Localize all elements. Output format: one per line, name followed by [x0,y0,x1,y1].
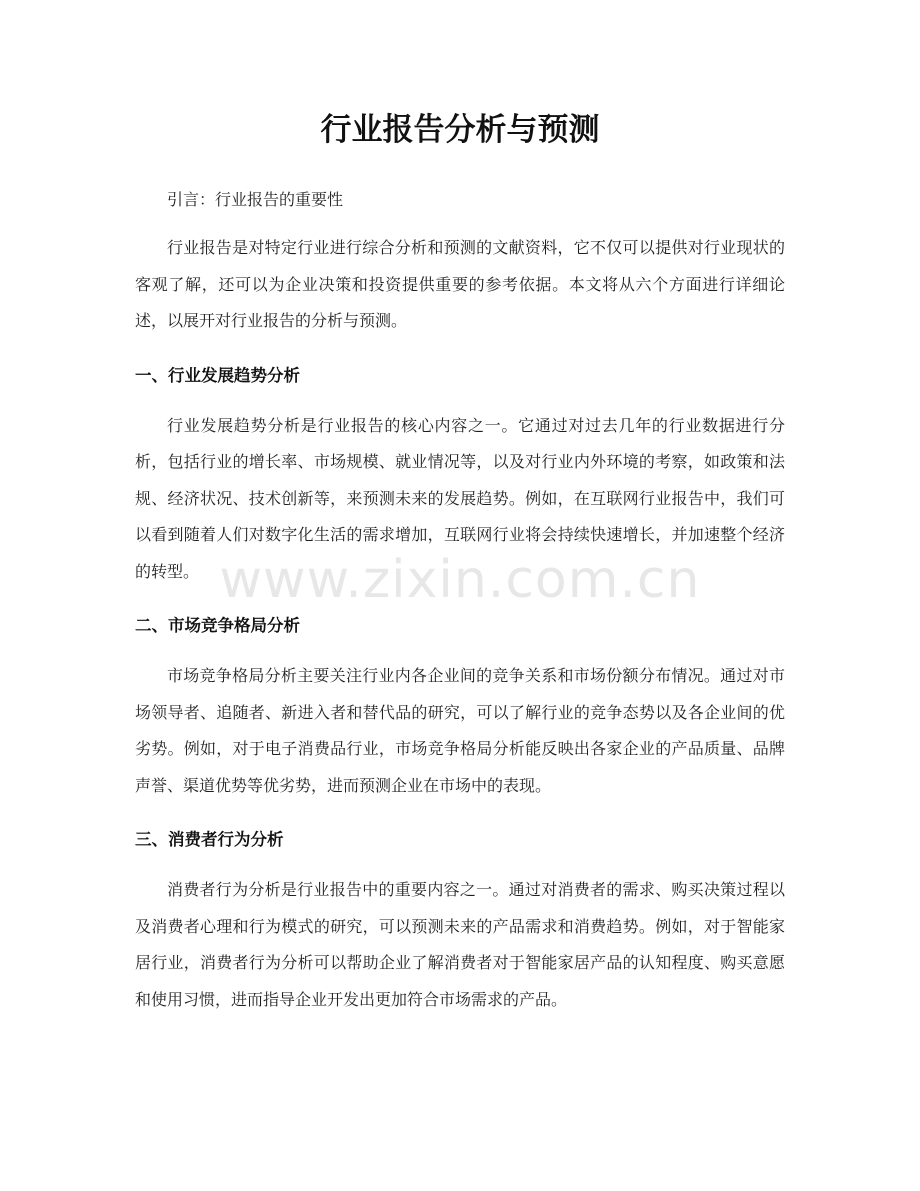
document-title: 行业报告分析与预测 [320,112,600,148]
intro-label: 引言：行业报告的重要性 [167,190,344,209]
watermark: www.zixin.com.cn [219,550,701,610]
section-heading-trend: 一、行业发展趋势分析 [135,365,300,385]
section-competition [135,612,785,804]
section-paragraph-consumer: 消费者行为分析是行业报告中的重要内容之一。通过对消费者的需求、购买决策过程以及消费者心理和行为模式的研究，可以预测未来的产品需求和消费趋势。例如，对于智能家居行业，消费者行为分析可以帮助企业了解消费者对于智能家居产品的认知程度、购买意愿和使用习惯，进而指导企业开发出更加符合市场需求的产品。 [135,880,785,1009]
section-heading-competition: 二、市场竞争格局分析 [135,616,300,635]
document-body [135,186,785,1018]
section-consumer [135,826,785,1018]
section-trend [135,362,785,591]
intro-paragraph: 行业报告是对特定行业进行综合分析和预测的文献资料，它不仅可以提供对行业现状的客观了解，还可以为企业决策和投资提供重要的参考依据。本文将从六个方面进行详细论述，以展开对行业报告的分析与预测。 [135,238,785,330]
section-heading-consumer: 三、消费者行为分析 [135,830,284,849]
section-paragraph-competition: 市场竞争格局分析主要关注行业内各企业间的竞争关系和市场份额分布情况。通过对市场领导者、追随者、新进入者和替代品的研究，可以了解行业的竞争态势以及各企业间的优劣势。例如，对于电子消费品行业，市场竞争格局分析能反映出各家企业的产品质量、品牌声誉、渠道优势等优劣势，进而预测企业在市场中的表现。 [135,666,785,795]
section-paragraph-trend: 行业发展趋势分析是行业报告的核心内容之一。它通过对过去几年的行业数据进行分析，包括行业的增长率、市场规模、就业情况等，以及对行业内外环境的考察，如政策和法规、经济状况、技术创新等，来预测未来的发展趋势。例如，在互联网行业报告中，我们可以看到随着人们对数字化生活的需求增加，互联网行业将会持续快速增长，并加速整个经济的转型。 [135,415,785,581]
